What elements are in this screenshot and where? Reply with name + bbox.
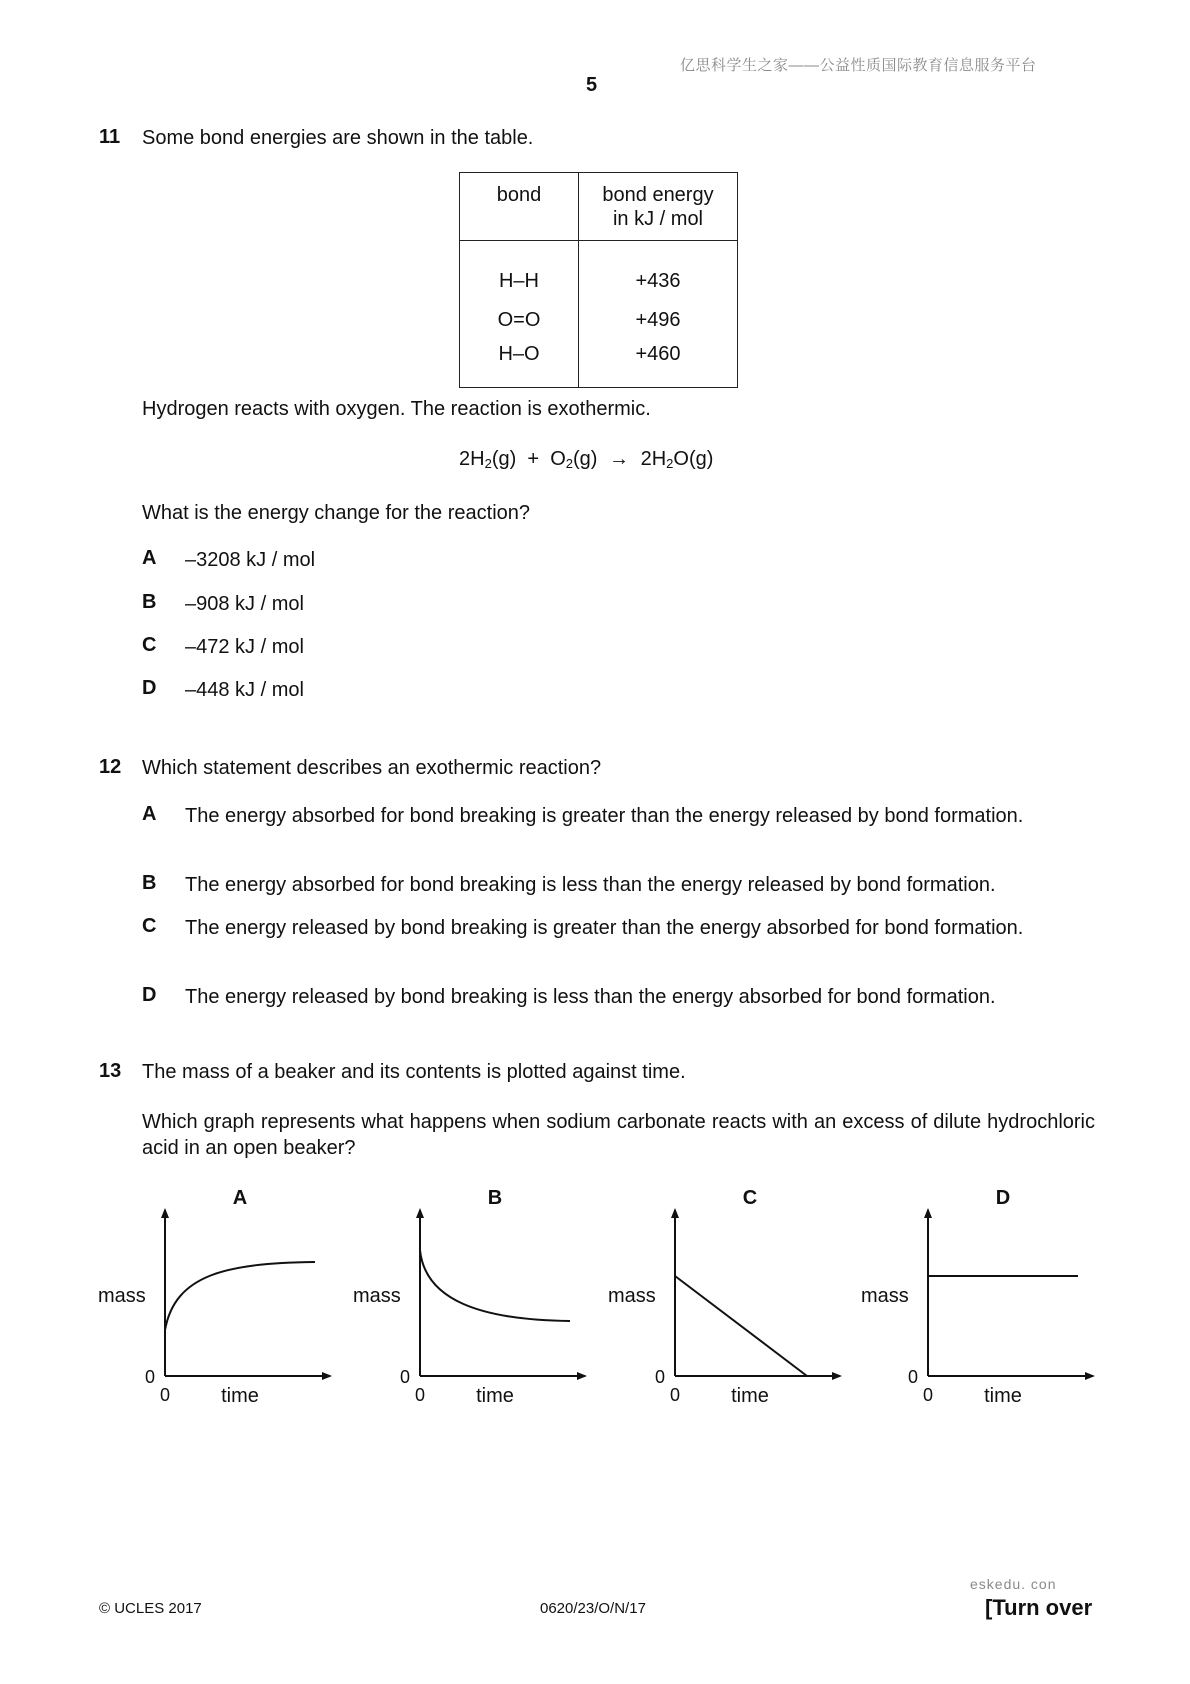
graph-d xyxy=(861,1187,1093,1407)
q11-option-letter: C xyxy=(142,634,157,656)
origin-x-label: 0 xyxy=(669,1385,681,1405)
x-axis-label: time xyxy=(476,1385,514,1407)
origin-y-label: 0 xyxy=(654,1367,665,1387)
graph-b xyxy=(353,1187,585,1407)
q11-option-text: –472 kJ / mol xyxy=(185,636,304,658)
table-row xyxy=(460,341,738,388)
eq-hydrogen: 2H xyxy=(459,448,485,470)
table-header-bond: bond xyxy=(460,173,579,241)
y-axis-label: mass xyxy=(608,1285,656,1307)
q11-statement: Hydrogen reacts with oxygen. The reaction is exothermic. xyxy=(142,398,651,420)
eq-sub: 2 xyxy=(565,456,573,471)
origin-x-label: 0 xyxy=(414,1385,426,1405)
eq-arrow: → xyxy=(609,448,630,470)
q11-intro: Some bond energies are shown in the table. xyxy=(142,127,534,149)
q11-option-letter: B xyxy=(142,591,157,613)
table-header-energy-line1: bond energy xyxy=(602,184,714,206)
q12-option-text: The energy released by bond breaking is greater than the energy absorbed for bond formation. xyxy=(185,917,1024,939)
page-number: 5 xyxy=(586,74,598,96)
footer-copyright: © UCLES 2017 xyxy=(99,1600,202,1617)
graph-curve xyxy=(165,1262,315,1330)
origin-y-label: 0 xyxy=(144,1367,155,1387)
q11-option-text: –3208 kJ / mol xyxy=(185,549,316,571)
origin-y-label: 0 xyxy=(907,1367,918,1387)
q12-option-letter: A xyxy=(142,803,157,825)
q13-intro: The mass of a beaker and its contents is plotted against time. xyxy=(142,1061,686,1083)
table-cell-bond: O=O xyxy=(460,299,579,341)
graph-curve xyxy=(420,1250,570,1321)
q11-option-letter: A xyxy=(142,547,157,569)
eq-state: (g) xyxy=(573,448,598,470)
q11-question: What is the energy change for the reaction? xyxy=(142,502,531,524)
table-row xyxy=(460,241,738,300)
q12-option-letter: B xyxy=(142,872,157,894)
turn-over-label: [Turn over xyxy=(985,1595,1093,1620)
header-watermark: 亿思科学生之家——公益性质国际教育信息服务平台 xyxy=(680,57,1037,74)
y-axis-label: mass xyxy=(353,1285,401,1307)
graph-curve xyxy=(675,1276,807,1376)
q11-option-letter: D xyxy=(142,677,157,699)
table-header-energy xyxy=(579,173,738,241)
y-axis-label: mass xyxy=(98,1285,146,1307)
eq-water: 2H xyxy=(640,448,667,470)
eq-state: (g) xyxy=(491,448,517,470)
eq-water-tail: O(g) xyxy=(673,448,714,470)
eq-sub: 2 xyxy=(666,456,674,471)
chemical-equation xyxy=(459,448,713,471)
question-number-12: 12 xyxy=(99,756,122,778)
eq-plus: + xyxy=(527,448,540,470)
graph-label: A xyxy=(232,1187,248,1209)
graph-label: C xyxy=(742,1187,758,1209)
footer-watermark: eskedu. con xyxy=(970,1576,1057,1592)
x-axis-label: time xyxy=(731,1385,769,1407)
table-cell-energy: +460 xyxy=(579,341,738,388)
bond-energy-table xyxy=(459,172,738,388)
q12-option-text: The energy released by bond breaking is less than the energy absorbed for bond formation. xyxy=(185,986,996,1008)
eq-sub: 2 xyxy=(484,456,492,471)
q12-option-text: The energy absorbed for bond breaking is less than the energy released by bond formation. xyxy=(185,874,996,896)
question-number-11: 11 xyxy=(99,126,121,148)
q12-question: Which statement describes an exothermic reaction? xyxy=(142,757,602,779)
table-cell-energy: +436 xyxy=(579,241,738,300)
q13-question: Which graph represents what happens when sodium carbonate reacts with an excess of dilute hydrochloric acid in an open beaker? xyxy=(142,1111,1095,1159)
table-header-energy-line2: in kJ / mol xyxy=(612,208,704,230)
table-row xyxy=(460,299,738,341)
table-cell-bond: H–O xyxy=(460,341,579,388)
x-axis-label: time xyxy=(984,1385,1022,1407)
table-cell-energy: +496 xyxy=(579,299,738,341)
table-header-row xyxy=(460,173,738,241)
graph-a xyxy=(98,1187,330,1407)
graph-label: D xyxy=(995,1187,1011,1209)
graph-label: B xyxy=(487,1187,503,1209)
origin-y-label: 0 xyxy=(399,1367,410,1387)
q12-option-letter: D xyxy=(142,984,157,1006)
table-cell-bond: H–H xyxy=(460,241,579,300)
graph-c xyxy=(608,1187,840,1407)
eq-oxygen: O xyxy=(550,448,566,470)
origin-x-label: 0 xyxy=(159,1385,171,1405)
question-number-13: 13 xyxy=(99,1060,122,1082)
q11-option-text: –448 kJ / mol xyxy=(185,679,304,701)
footer-paper-code: 0620/23/O/N/17 xyxy=(540,1600,646,1617)
x-axis-label: time xyxy=(221,1385,259,1407)
mass-time-graphs xyxy=(90,1180,1110,1420)
y-axis-label: mass xyxy=(861,1285,909,1307)
q11-option-text: –908 kJ / mol xyxy=(185,593,304,615)
q12-option-letter: C xyxy=(142,915,157,937)
q12-option-text: The energy absorbed for bond breaking is greater than the energy released by bond formation. xyxy=(185,805,1024,827)
origin-x-label: 0 xyxy=(922,1385,934,1405)
